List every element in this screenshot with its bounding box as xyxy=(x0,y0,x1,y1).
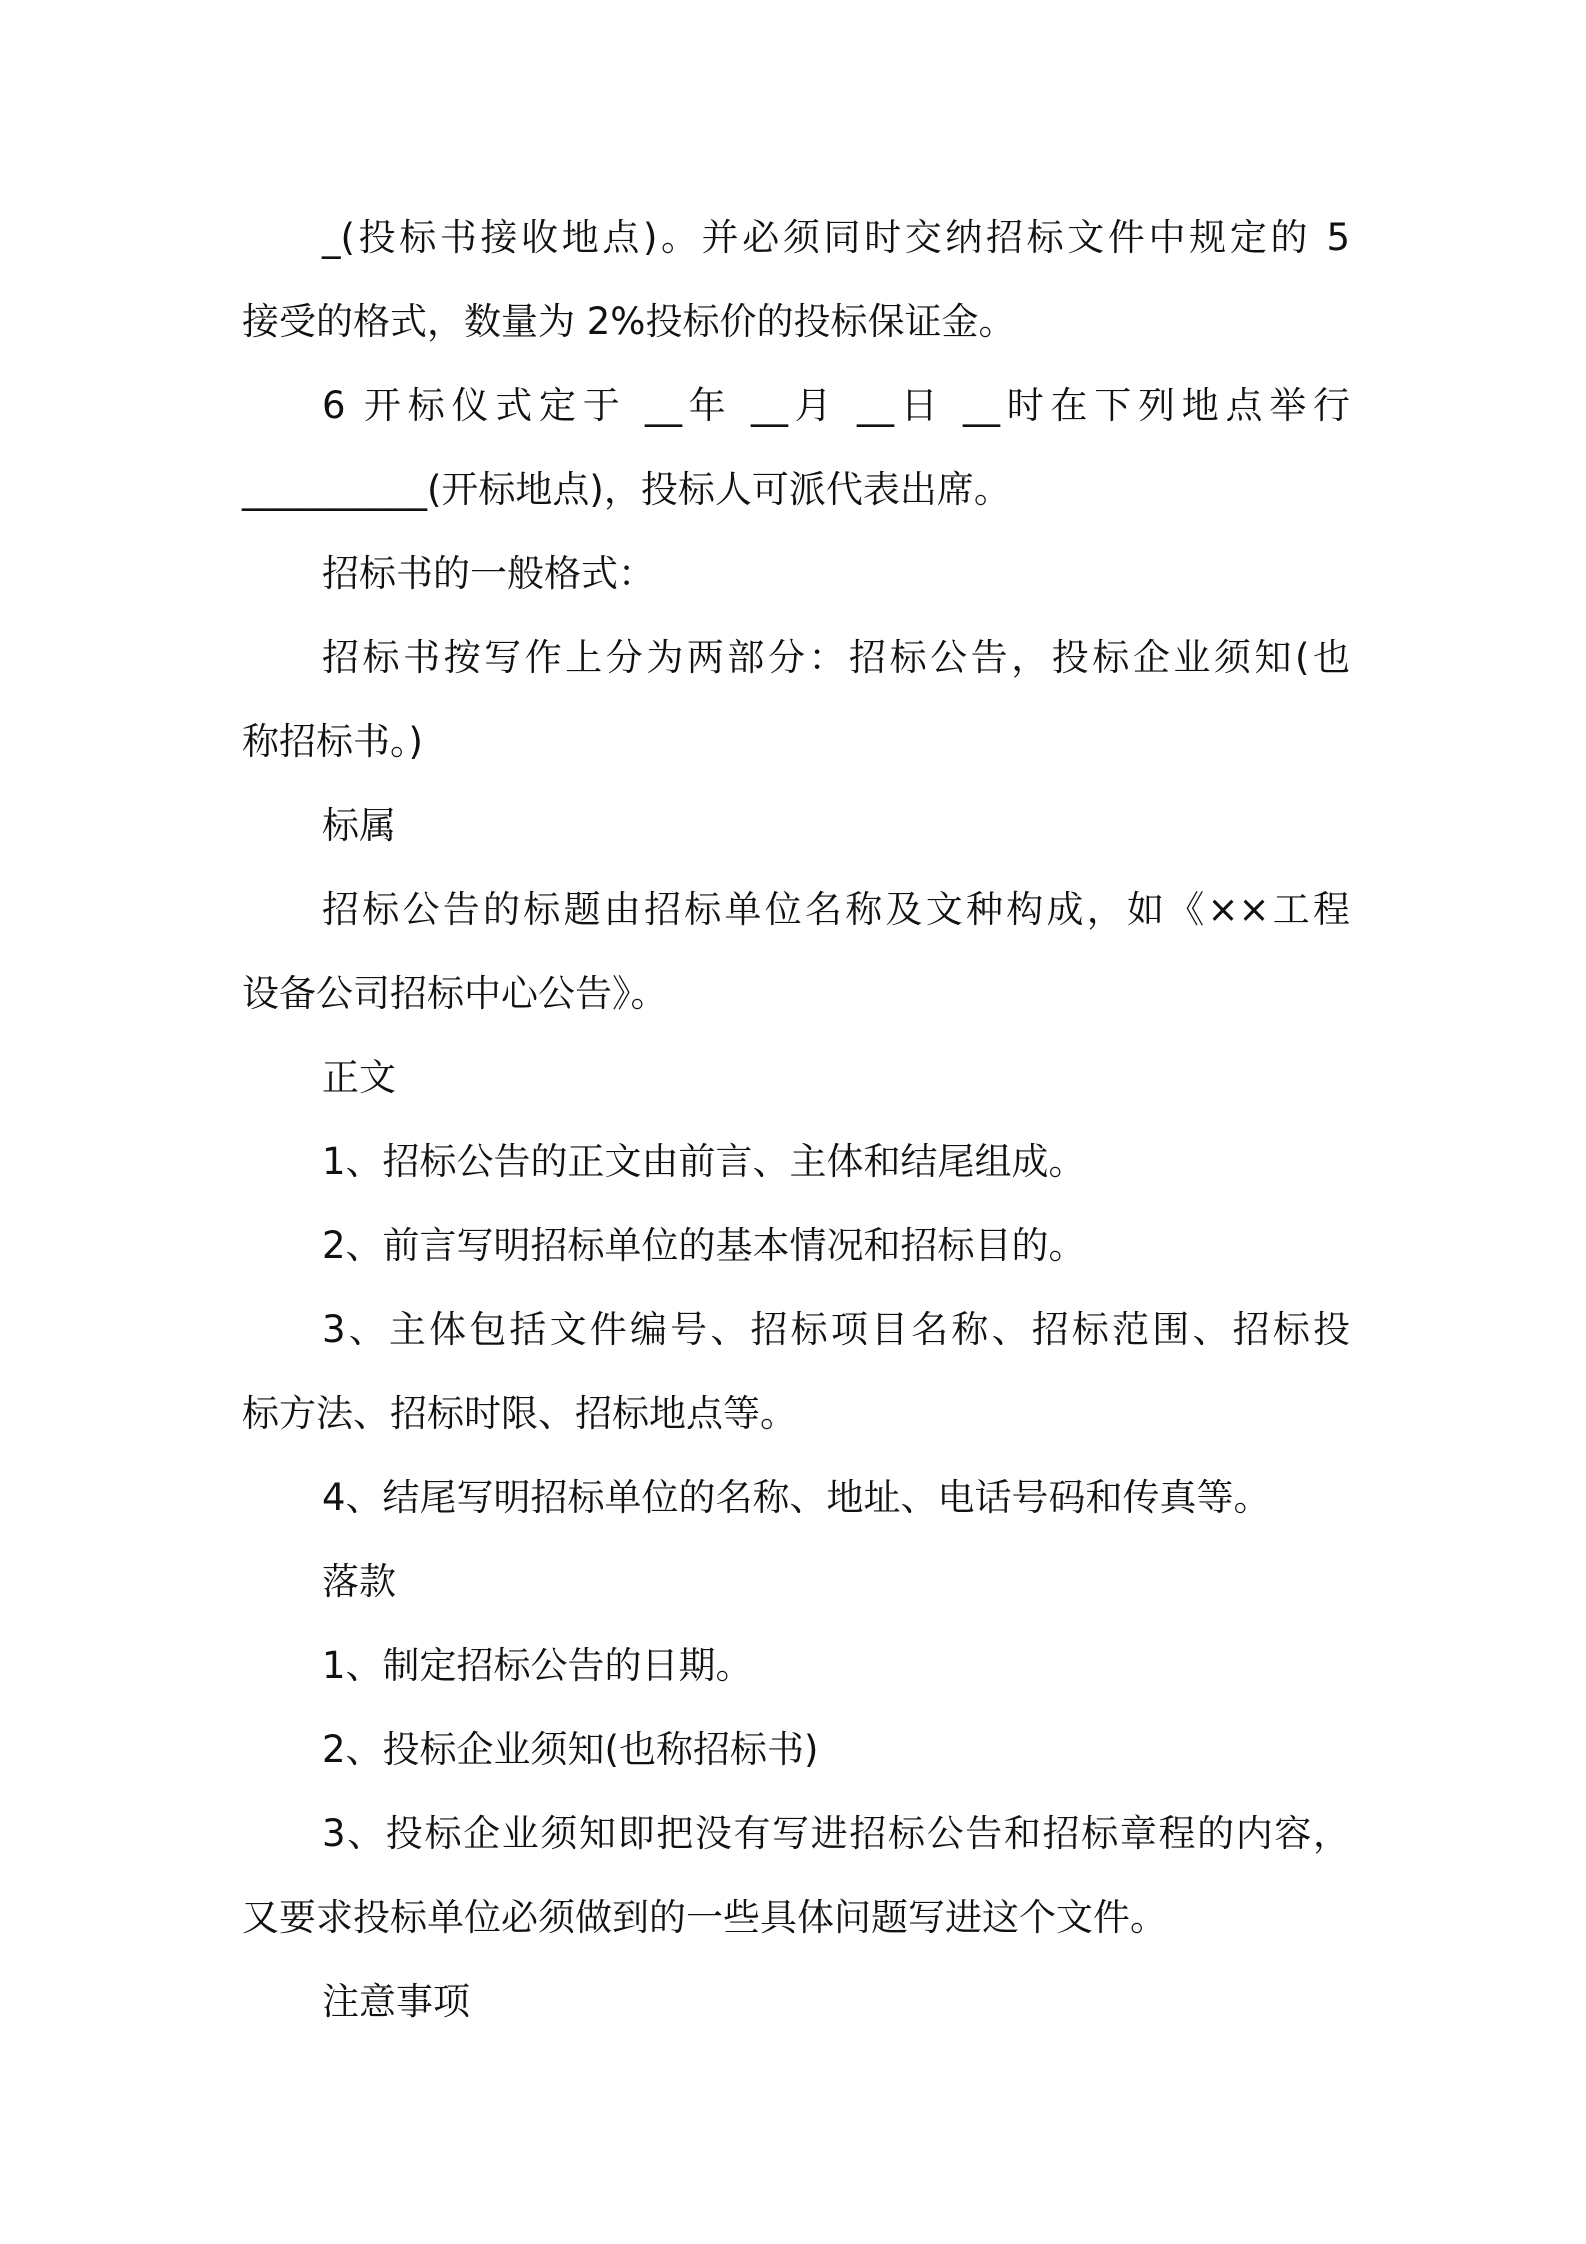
line-2: 接受的格式，数量为 2%投标价的投标保证金。 xyxy=(242,300,1016,343)
line-18: 1、制定招标公告的日期。 xyxy=(322,1644,753,1687)
line-13: 2、前言写明招标单位的基本情况和招标目的。 xyxy=(322,1224,1086,1267)
line-20: 3、投标企业须知即把没有写进招标公告和招标章程的内容， xyxy=(322,1812,1350,1855)
line-21: 又要求投标单位必须做到的一些具体问题写进这个文件。 xyxy=(242,1896,1167,1939)
line-12: 1、招标公告的正文由前言、主体和结尾组成。 xyxy=(322,1140,1086,1183)
line-22: 注意事项 xyxy=(322,1980,470,2023)
line-17: 落款 xyxy=(322,1560,396,1603)
line-3: 6 开标仪式定于 __年 __月 __日 __时在下列地点举行 xyxy=(322,384,1350,427)
line-15: 标方法、招标时限、招标地点等。 xyxy=(242,1392,797,1435)
line-16: 4、结尾写明招标单位的名称、地址、电话号码和传真等。 xyxy=(322,1476,1271,1519)
document-body xyxy=(242,196,1350,2044)
line-19: 2、投标企业须知(也称招标书) xyxy=(322,1728,819,1771)
line-9: 招标公告的标题由招标单位名称及文种构成，如《××工程 xyxy=(322,888,1350,931)
line-10: 设备公司招标中心公告》。 xyxy=(242,972,668,1015)
line-4: __________(开标地点)，投标人可派代表出席。 xyxy=(242,468,1011,511)
line-11: 正文 xyxy=(322,1056,396,1099)
line-5: 招标书的一般格式： xyxy=(322,552,655,595)
line-14: 3、主体包括文件编号、招标项目名称、招标范围、招标投 xyxy=(322,1308,1350,1351)
line-1: _(投标书接收地点)。并必须同时交纳招标文件中规定的 5 xyxy=(322,216,1350,259)
line-7: 称招标书。) xyxy=(242,720,423,763)
line-6: 招标书按写作上分为两部分：招标公告，投标企业须知(也 xyxy=(322,636,1350,679)
line-8: 标属 xyxy=(322,804,396,847)
